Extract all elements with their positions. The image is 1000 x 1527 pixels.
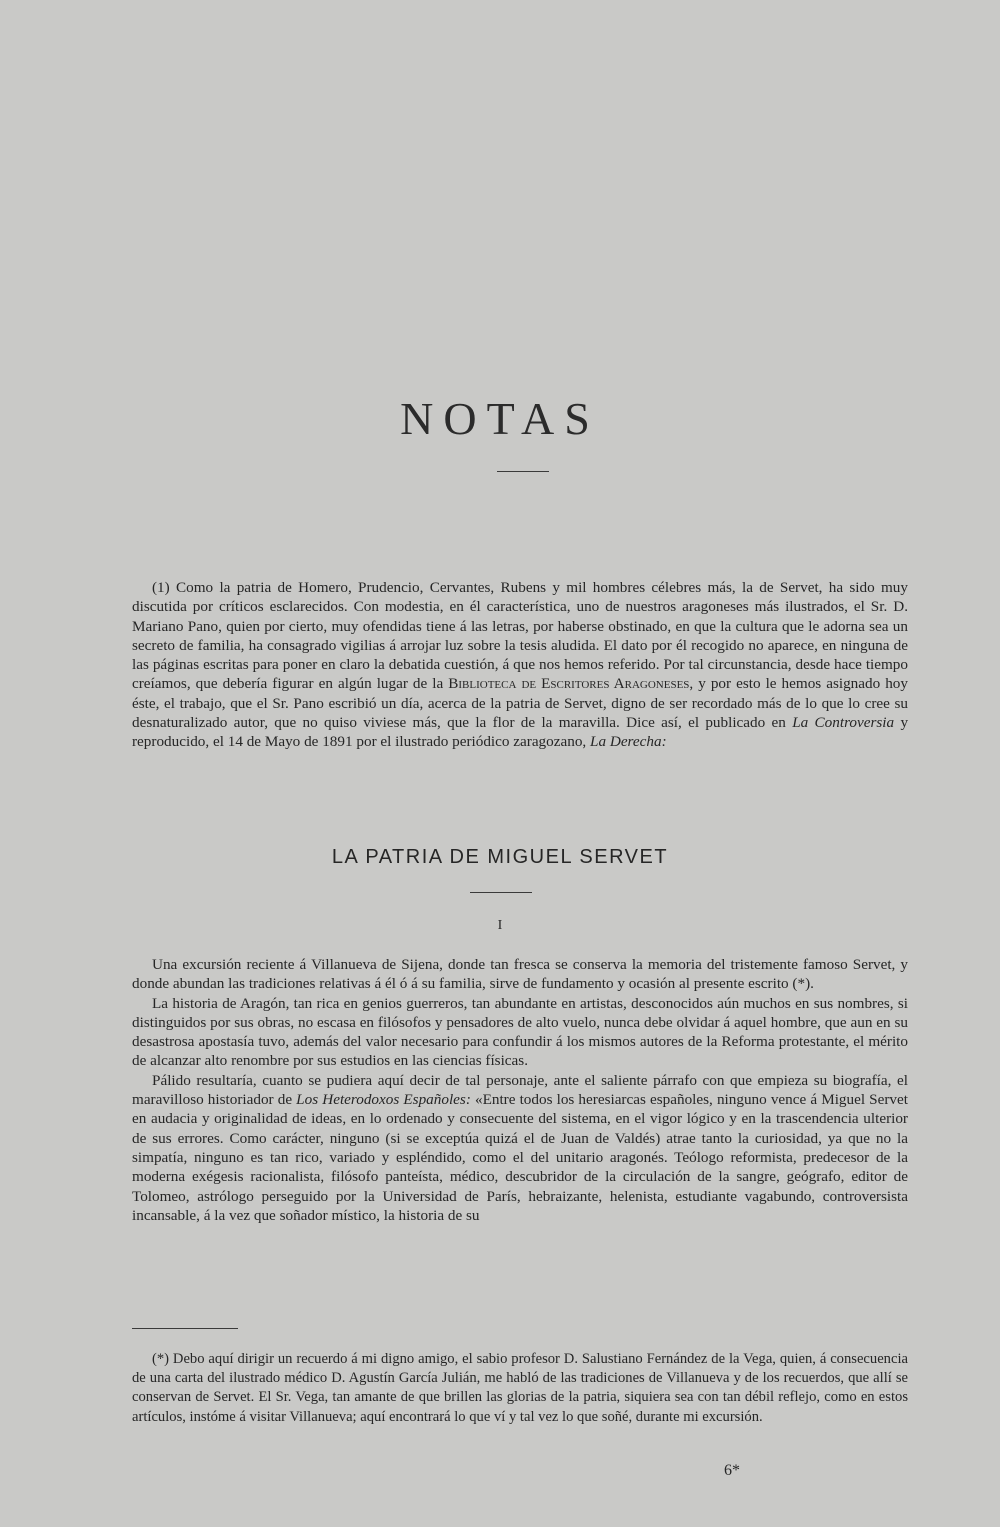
section-title: LA PATRIA DE MIGUEL SERVET: [331, 846, 669, 868]
section-numeral: I: [497, 918, 503, 933]
section-divider: [470, 892, 532, 893]
paragraph-3-a: Pálido resultaría, cuanto se pudiera aquí decir de tal personaje, ante el saliente párrafo con que empieza su biografía, el maravilloso historiador de: [132, 1071, 908, 1109]
paragraph-3-b: «Entre todos los heresiarcas españoles, ninguno vence á Miguel Servet en audacia y originalidad de ideas, en lo ordenado y consecuente del sistema, en el vigor lógico y en la trascendencia ulterior de sus errores. Como carácter, ninguno (si se exceptúa quizá el de Juan de Valdés) atrae tanto la curiosidad, ya que no la simpatía, ninguno es tan rico, variado y espléndido, como el del unitario aragonés. Teólogo reformista, predecesor de la moderna exégesis racionalista, filósofo panteísta, médico, descubridor de la circulación de la sangre, geógrafo, editor de Tolomeo, astrólogo perseguido por la Universidad de París, hebraizante, helenista, estudiante vagabundo, controversista incansable, á la vez que soñador místico, la historia de su: [132, 1091, 908, 1224]
title-divider: [497, 471, 549, 472]
note-periodical-1: La Controversia: [792, 714, 895, 732]
paragraph-2: La historia de Aragón, tan rica en genios guerreros, tan abundante en artistas, desconocidos aún muchos en sus nombres, si distinguidos por sus obras, no escasa en filósofos y pensadores de alto vuelo, nunca debe olvidar á aquel hombre, que aun en su desastrosa apostasía tuvo, además del valor necesario para confundir á los mismos autores de la Reforma protestante, el mérito de alcanzar alto renombre por sus estudios en las ciencias físicas.: [132, 994, 908, 1070]
note-periodical-2: La Derecha:: [590, 733, 667, 751]
book-title: Los Heterodoxos Españoles:: [296, 1091, 471, 1109]
paragraph-3: [132, 1071, 908, 1225]
note-text-a: Como la patria de Homero, Prudencio, Cervantes, Rubens y mil hombres célebres más, la de Servet, ha sido muy discutida por críticos esclarecidos. Con modestia, en él característica, uno de nuestros aragoneses más ilustrados, el Sr. D. Mariano Pano, quien por cierto, muy ofendidas tiene á las letras, por haberse obstinado, en que la cultura que le adorna sea un secreto de familia, ha consagrado vigilias á arrojar luz sobre la tesis aludida. El dato por él recogido no aparece, en ninguna de las páginas escritas para poner en claro la debatida cuestión, á que nos hemos referido. Por tal circunstancia, desde hace tiempo creíamos, que debería figurar en algún lugar de la: [132, 579, 908, 693]
footnote: (*) Debo aquí dirigir un recuerdo á mi digno amigo, el sabio profesor D. Salustiano Fernández de la Vega, quien, á consecuencia de una carta del ilustrado médico D. Agustín García Julián, me habló de las tradiciones de Villanueva y de los recuerdos, que allí se conservan de Servet. El Sr. Vega, tan amante de que brillen las glorias de la patria, siquiera sea con tan débil reflejo, como en estos artículos, instóme á visitar Villanueva; aquí encontrará lo que ví y tal vez lo que soñé, durante mi excursión.: [132, 1351, 908, 1425]
page-title: NOTAS: [400, 393, 600, 444]
note-marker: (1): [152, 579, 170, 596]
note-text-c: y reproducido, el 14 de Mayo de 1891 por el ilustrado periódico zaragozano,: [132, 714, 909, 751]
note-text-b: , y por esto le hemos asignado hoy éste, el trabajo, que el Sr. Pano escribió un día, acerca de la patria de Servet, digno de ser recordado más de lo que lo cree su desnaturalizado autor, que no quiso viviese más, que la flor de la maravilla. Dice así, el publicado en: [132, 675, 908, 732]
page-number: 6*: [724, 1462, 740, 1479]
footnote-divider: [132, 1328, 238, 1329]
note-collection-name: Biblioteca de Escritores Aragoneses: [448, 675, 690, 693]
article-body: [132, 955, 908, 1225]
note-1-paragraph: [132, 578, 908, 752]
paragraph-1: Una excursión reciente á Villanueva de Sijena, donde tan fresca se conserva la memoria del tristemente famoso Servet, y donde abundan las tradiciones relativas á él ó á su familia, sirve de fundamento y ocasión al presente escrito (*).: [132, 956, 908, 993]
note-1: [132, 578, 908, 752]
